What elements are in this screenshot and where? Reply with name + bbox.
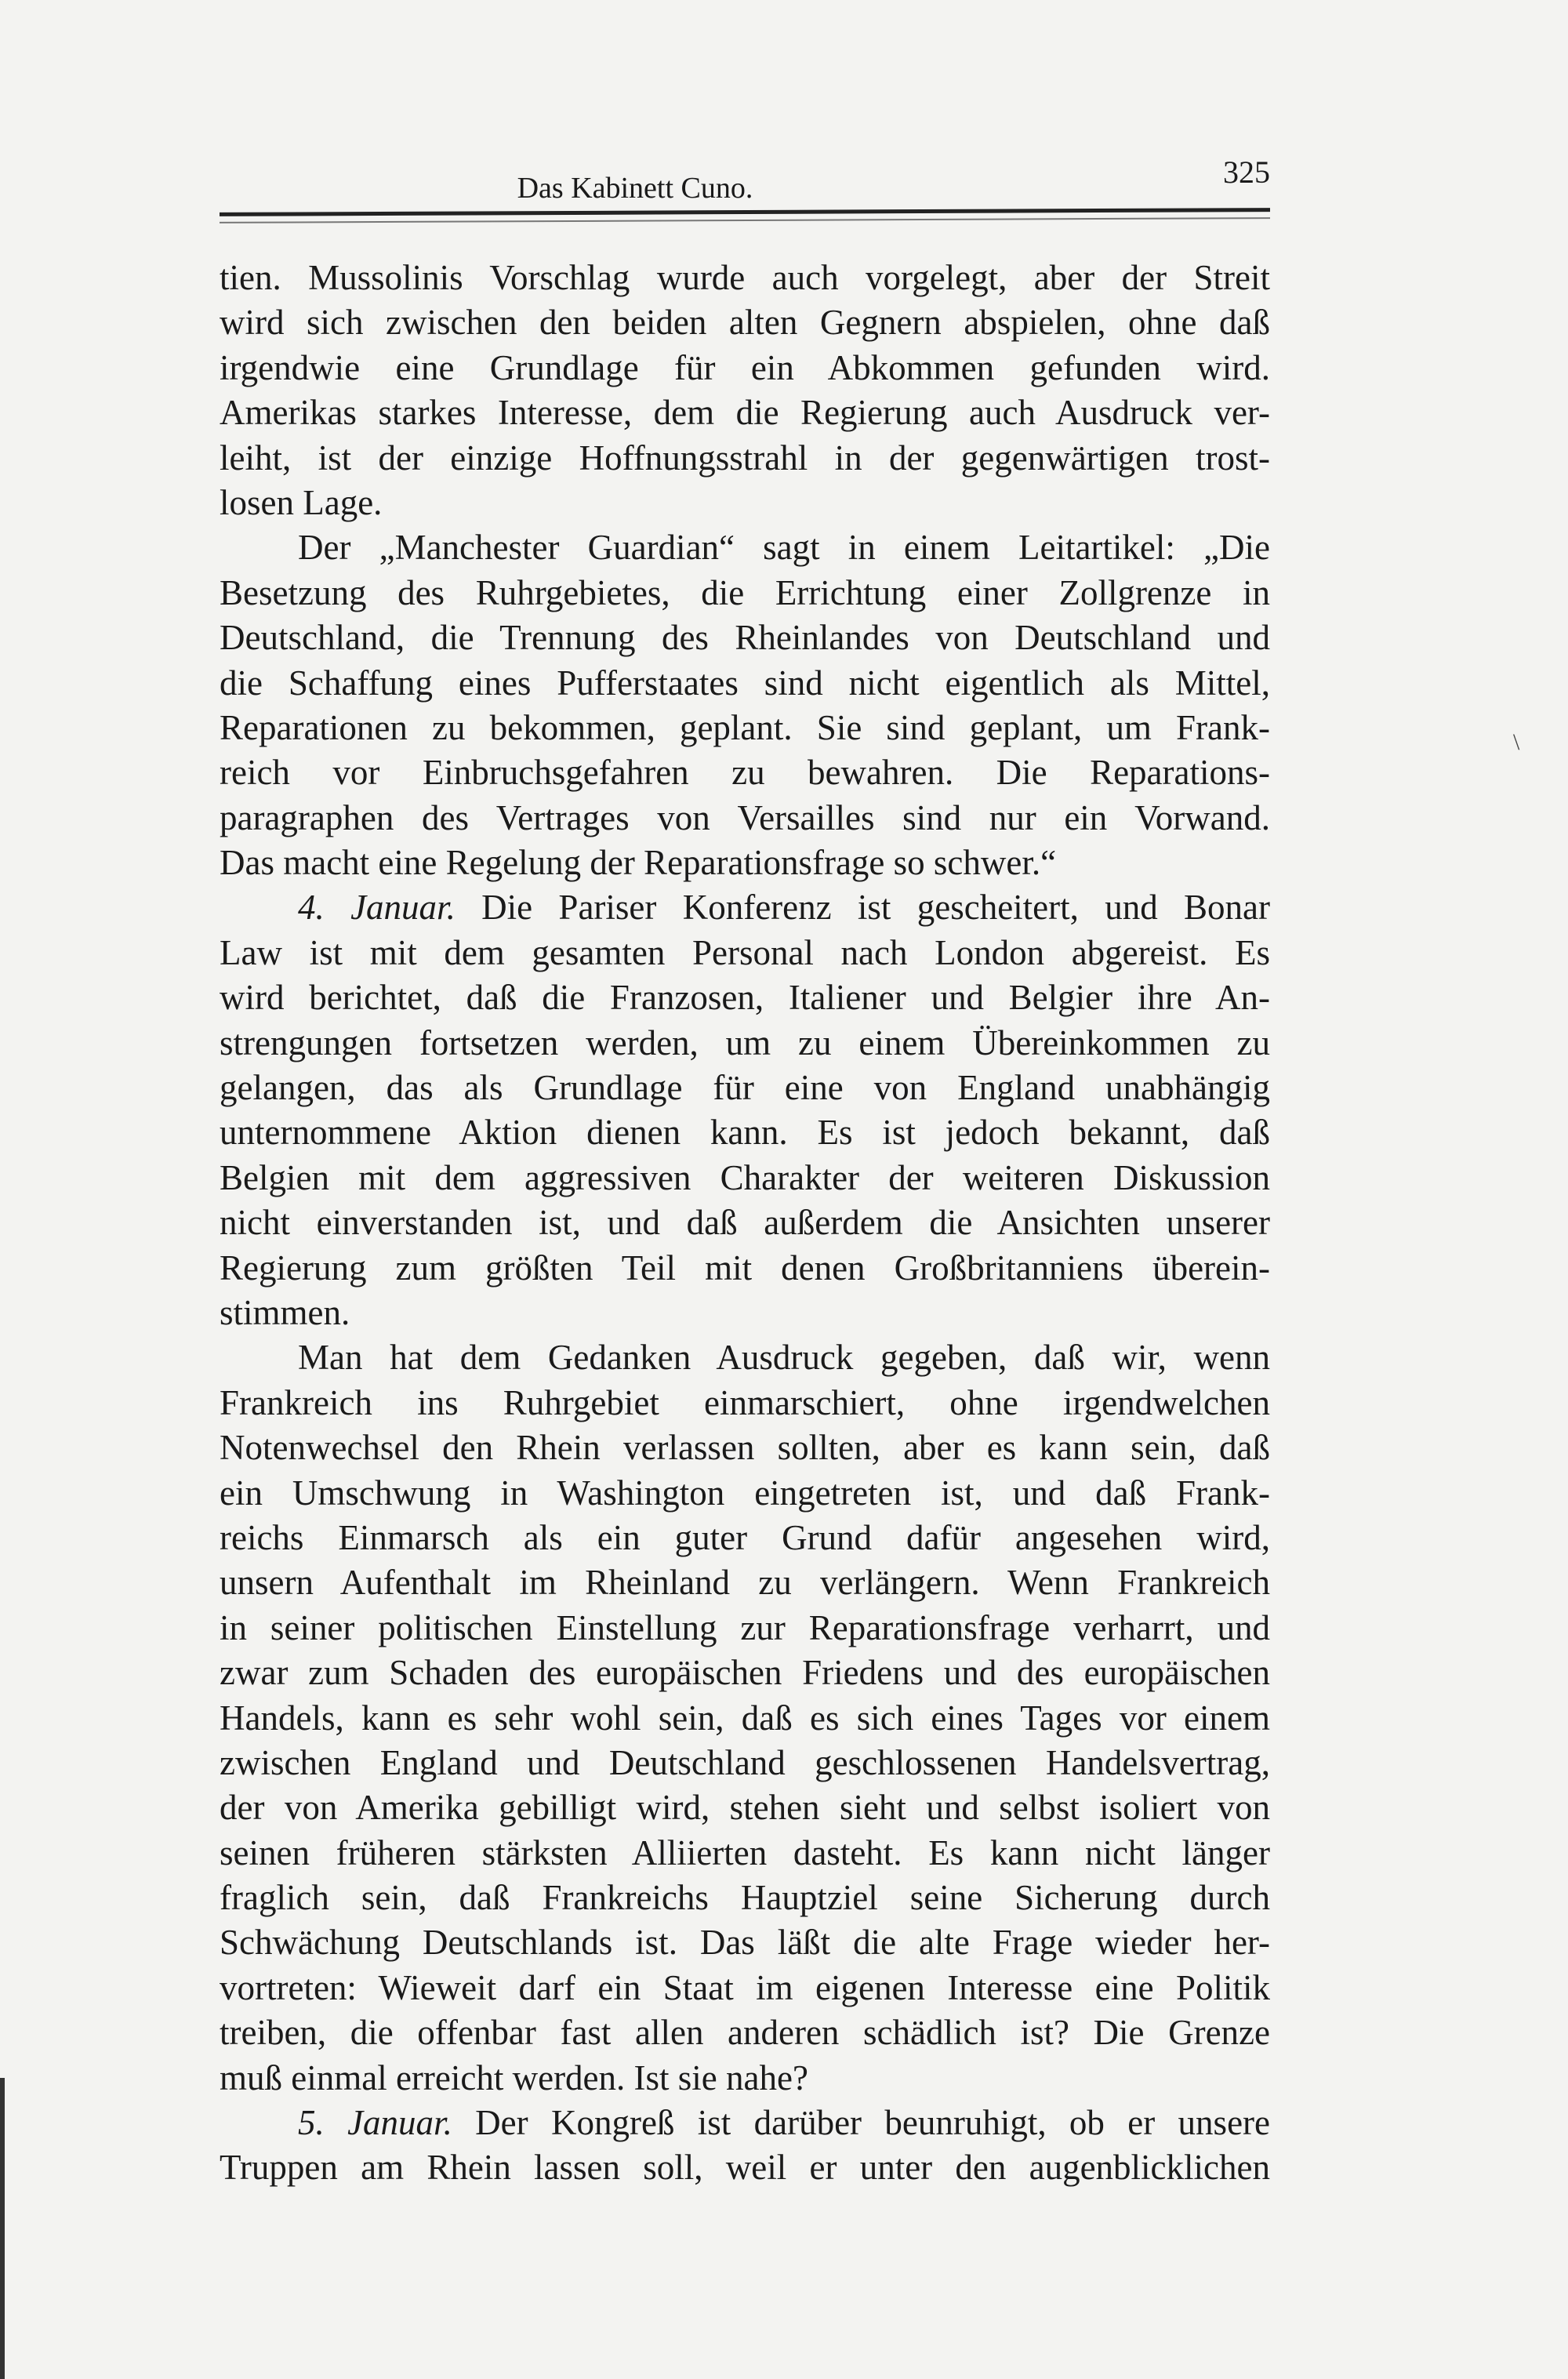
page-edge-shadow [0, 2078, 5, 2379]
line-text: in seiner politischen Einstellung zur Reparationsfrage verharrt, und [220, 1607, 1270, 1647]
line-text: gelangen, das als Grundlage für eine von England unabhängig [220, 1068, 1270, 1108]
line-text: irgendwie eine Grundlage für ein Abkommen gefunden wird. [220, 347, 1270, 387]
line-text: Besetzung des Ruhrgebietes, die Errichtung einer Zollgrenze in [220, 572, 1270, 612]
text-line [220, 841, 1270, 885]
text-line [220, 436, 1270, 481]
text-line [220, 1741, 1270, 1785]
text-line [220, 796, 1270, 841]
text-line [220, 1200, 1270, 1245]
line-text: paragraphen des Vertrages von Versailles sind nur ein Vorwand. [220, 797, 1270, 837]
text-line [220, 256, 1270, 300]
text-line [220, 1246, 1270, 1291]
running-header: Das Kabinett Cuno. [517, 172, 753, 205]
line-text: reichs Einmarsch als ein guter Grund dafür angesehen wird, [220, 1517, 1270, 1557]
date-label: 5. Januar. [298, 2103, 452, 2143]
line-text: fraglich sein, daß Frankreichs Hauptziel seine Sicherung durch [220, 1878, 1270, 1918]
line-text: wird sich zwischen den beiden alten Gegnern abspielen, ohne daß [220, 303, 1270, 343]
text-line [220, 525, 1270, 570]
text-line [220, 1651, 1270, 1695]
line-text: nicht einverstanden ist, und daß außerdem die Ansichten unserer [220, 1203, 1270, 1243]
line-text: Das macht eine Regelung der Reparationsfrage so schwer.“ [220, 843, 1057, 883]
text-line [220, 1920, 1270, 1965]
line-text: Notenwechsel den Rhein verlassen sollten, aber es kann sein, daß [220, 1428, 1270, 1468]
line-text: unternommene Aktion dienen kann. Es ist jedoch bekannt, daß [220, 1113, 1270, 1153]
line-text: Schwächung Deutschlands ist. Das läßt die alte Frage wieder her- [220, 1923, 1270, 1963]
header-rule-thin [220, 217, 1270, 223]
page-number: 325 [1223, 154, 1270, 190]
text-line [220, 975, 1270, 1020]
text-line [220, 571, 1270, 616]
line-text: treiben, die offenbar fast allen anderen schädlich ist? Die Grenze [220, 2013, 1270, 2053]
line-text: muß einmal erreicht werden. Ist sie nahe? [220, 2058, 808, 2098]
text-line [220, 1335, 1270, 1380]
line-text: Der „Manchester Guardian“ sagt in einem Leitartikel: „Die [298, 528, 1270, 568]
line-text: strengungen fortsetzen werden, um zu einem Übereinkommen zu [220, 1022, 1270, 1062]
text-line [220, 1381, 1270, 1426]
text-line [220, 1560, 1270, 1605]
text-line [220, 481, 1270, 525]
line-text: Frankreich ins Ruhrgebiet einmarschiert, ohne irgendwelchen [220, 1382, 1270, 1422]
text-line [220, 661, 1270, 706]
text-line [220, 390, 1270, 435]
text-line [220, 300, 1270, 345]
line-text: Handels, kann es sehr wohl sein, daß es sich eines Tages vor einem [220, 1698, 1270, 1738]
line-text: wird berichtet, daß die Franzosen, Italiener und Belgier ihre An- [220, 978, 1270, 1018]
margin-mark: \ [1513, 729, 1520, 755]
line-text: unsern Aufenthalt im Rheinland zu verlängern. Wenn Frankreich [220, 1563, 1270, 1603]
text-line [220, 1831, 1270, 1876]
text-line [220, 1516, 1270, 1560]
line-text: Der Kongreß ist darüber beunruhigt, ob er unsere [452, 2103, 1271, 2143]
line-text: die Schaffung eines Pufferstaates sind nicht eigentlich als Mittel, [220, 663, 1270, 703]
text-line [220, 706, 1270, 750]
text-line [220, 885, 1270, 930]
header-rule [220, 208, 1270, 216]
text-line [220, 1876, 1270, 1920]
text-line [220, 1606, 1270, 1651]
text-line [220, 616, 1270, 660]
text-line [220, 1291, 1270, 1335]
line-text: vortreten: Wieweit darf ein Staat im eigenen Interesse eine Politik [220, 1967, 1270, 2007]
line-text: Reparationen zu bekommen, geplant. Sie sind geplant, um Frank- [220, 707, 1270, 747]
line-text: Deutschland, die Trennung des Rheinlandes von Deutschland und [220, 618, 1270, 658]
line-text: der von Amerika gebilligt wird, stehen sieht und selbst isoliert von [220, 1788, 1270, 1828]
line-text: losen Lage. [220, 482, 383, 522]
body-text [220, 256, 1270, 2191]
text-line [220, 2056, 1270, 2101]
text-line [220, 750, 1270, 795]
line-text: zwar zum Schaden des europäischen Friedens und des europäischen [220, 1653, 1270, 1693]
text-line [220, 1696, 1270, 1741]
text-line [220, 931, 1270, 975]
text-line [220, 1021, 1270, 1066]
text-line [220, 1156, 1270, 1200]
line-text: Amerikas starkes Interesse, dem die Regierung auch Ausdruck ver- [220, 393, 1270, 433]
line-text: Die Pariser Konferenz ist gescheitert, und Bonar [455, 888, 1270, 928]
text-line [220, 2010, 1270, 2055]
text-line [220, 346, 1270, 390]
line-text: stimmen. [220, 1292, 350, 1332]
date-label: 4. Januar. [298, 888, 456, 928]
line-text: ein Umschwung in Washington eingetreten ist, und daß Frank- [220, 1473, 1270, 1513]
text-line [220, 1785, 1270, 1830]
line-text: Law ist mit dem gesamten Personal nach London abgereist. Es [220, 932, 1270, 972]
text-line [220, 1110, 1270, 1155]
text-line [220, 1471, 1270, 1516]
line-text: zwischen England und Deutschland geschlossenen Handelsvertrag, [220, 1742, 1270, 1782]
line-text: Regierung zum größten Teil mit denen Großbritanniens überein- [220, 1248, 1270, 1288]
text-line [220, 1066, 1270, 1110]
text-line [220, 1426, 1270, 1470]
line-text: tien. Mussolinis Vorschlag wurde auch vorgelegt, aber der Streit [220, 258, 1270, 297]
text-line [220, 2145, 1270, 2190]
line-text: Truppen am Rhein lassen soll, weil er unter den augenblicklichen [220, 2148, 1270, 2188]
line-text: Man hat dem Gedanken Ausdruck gegeben, daß wir, wenn [298, 1338, 1270, 1378]
line-text: leiht, ist der einzige Hoffnungsstrahl in der gegenwärtigen trost- [220, 438, 1270, 478]
line-text: seinen früheren stärksten Alliierten dasteht. Es kann nicht länger [220, 1832, 1270, 1872]
line-text: reich vor Einbruchsgefahren zu bewahren. Die Reparations- [220, 753, 1270, 793]
text-line [220, 2101, 1270, 2145]
line-text: Belgien mit dem aggressiven Charakter der weiteren Diskussion [220, 1157, 1270, 1197]
text-line [220, 1966, 1270, 2010]
